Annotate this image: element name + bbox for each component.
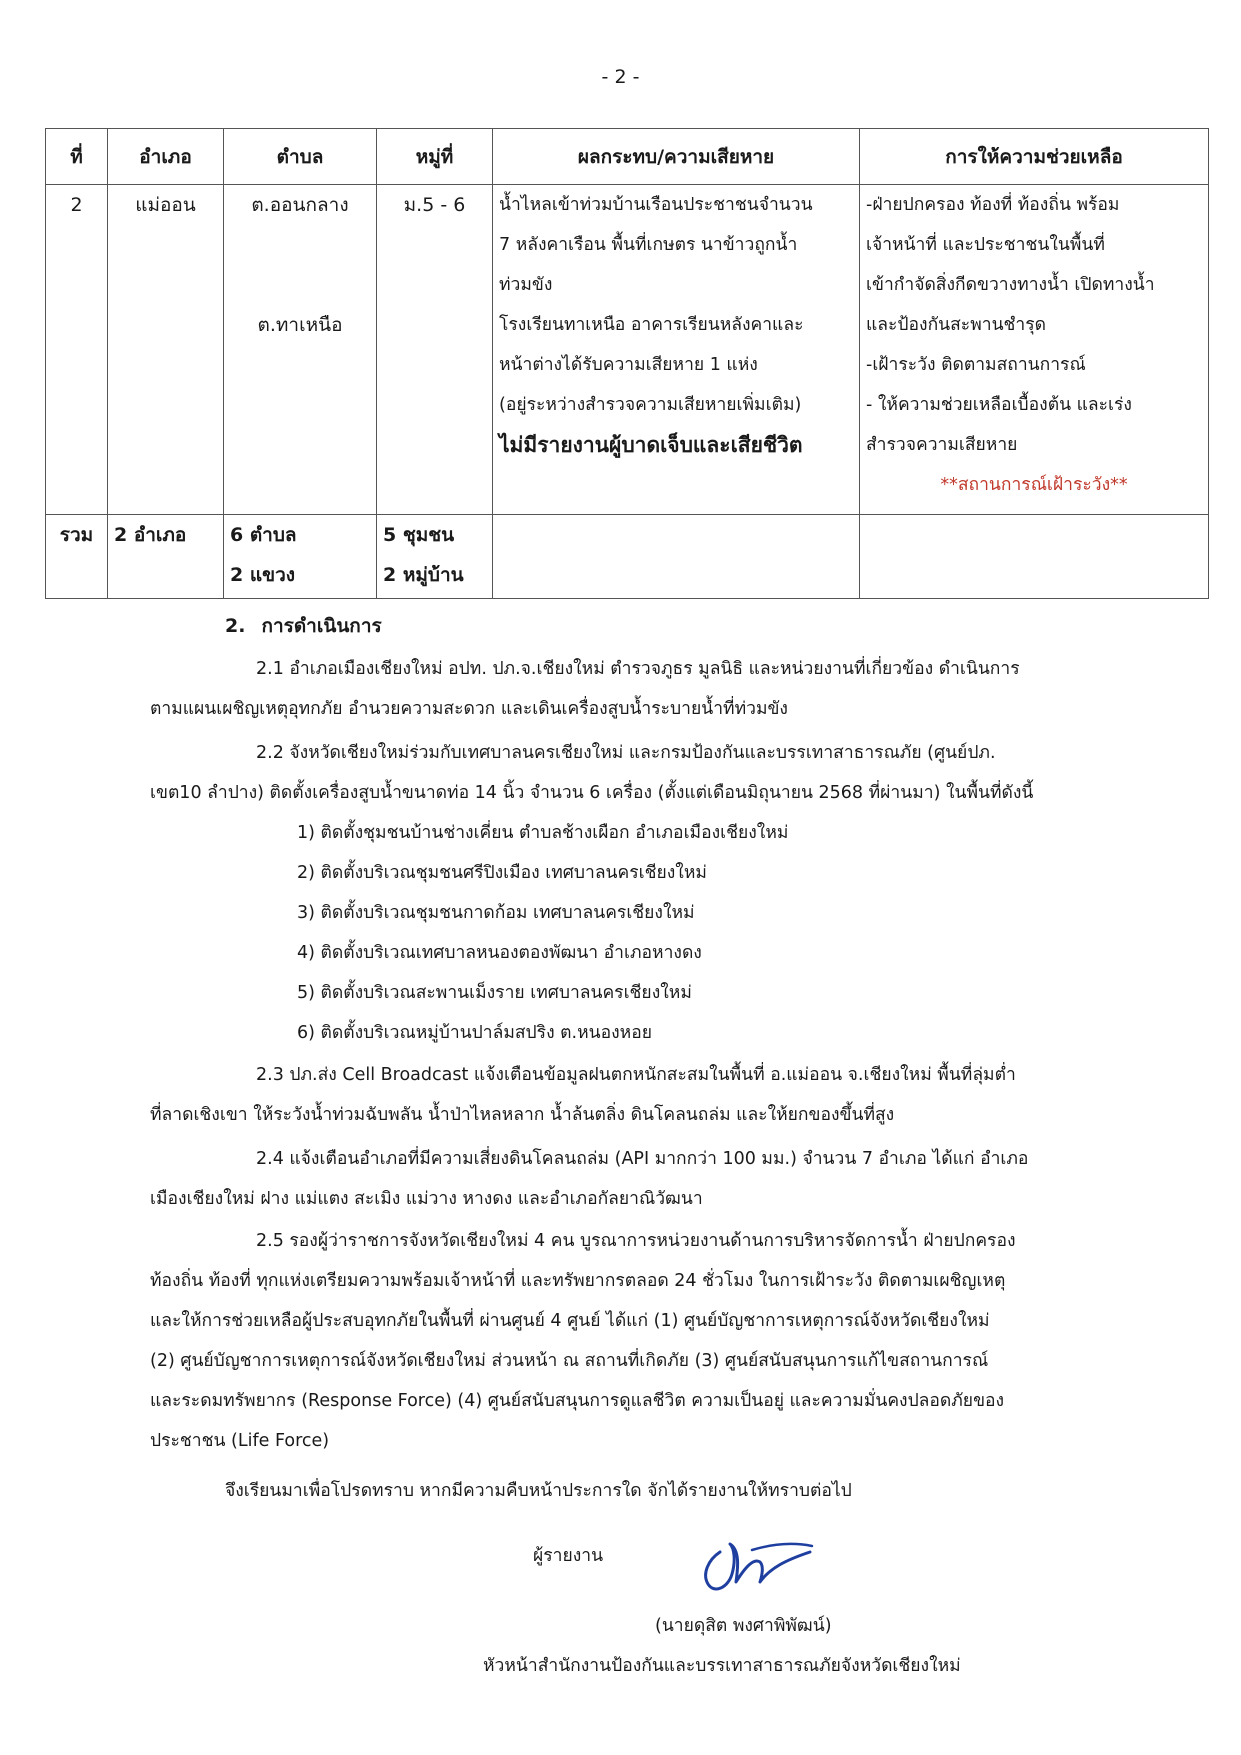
page-number: - 2 - xyxy=(601,66,640,88)
total-khwaeng: 2 แขวง xyxy=(230,564,296,586)
no-casualty-note: ไม่มีรายงานผู้บาดเจ็บและเสียชีวิต xyxy=(499,433,803,457)
table-total-row xyxy=(46,515,1209,599)
subdistrict-onklang: ต.ออนกลาง xyxy=(251,194,349,216)
subdistrict-thanuea: ต.ทาเหนือ xyxy=(257,314,343,336)
list-item: 1) ติดตั้งชุมชนบ้านช่างเคี่ยน ตำบลช้างเผือก อำเภอเมืองเชียงใหม่ xyxy=(297,823,789,843)
assistance-line: -เฝ้าระวัง ติดตามสถานการณ์ xyxy=(866,355,1086,375)
paragraph-line: 2.2 จังหวัดเชียงใหม่ร่วมกับเทศบาลนครเชียงใหม่ และกรมป้องกันและบรรเทาสาธารณภัย (ศูนย์ปภ. xyxy=(256,743,996,763)
total-villages xyxy=(377,515,493,599)
row-assistance xyxy=(860,185,1209,515)
assistance-line: สำรวจความเสียหาย xyxy=(866,435,1018,455)
impact-line: หน้าต่างได้รับความเสียหาย 1 แห่ง xyxy=(499,355,758,375)
row-subdistricts xyxy=(224,185,377,515)
reporter-position: หัวหน้าสำนักงานป้องกันและบรรเทาสาธารณภัยจังหวัดเชียงใหม่ xyxy=(483,1656,961,1676)
paragraph-line: เมืองเชียงใหม่ ฝาง แม่แตง สะเมิง แม่วาง หางดง และอำเภอกัลยาณิวัฒนา xyxy=(150,1189,703,1209)
reporter-name: (นายดุสิต พงศาพิพัฒน์) xyxy=(655,1616,832,1636)
paragraph-line: 2.1 อำเภอเมืองเชียงใหม่ อปท. ปภ.จ.เชียงใหม่ ตำรวจภูธร มูลนิธิ และหน่วยงานที่เกี่ยวข้อง ดำเนินการ xyxy=(256,659,1020,679)
total-impact-empty xyxy=(493,515,860,599)
assistance-line: และป้องกันสะพานชำรุด xyxy=(866,315,1046,335)
total-districts: 2 อำเภอ xyxy=(108,515,224,599)
list-item: 6) ติดตั้งบริเวณหมู่บ้านปาล์มสปริง ต.หนองหอย xyxy=(297,1023,652,1043)
total-label: รวม xyxy=(46,515,108,599)
paragraph-line: ประชาชน (Life Force) xyxy=(150,1431,330,1451)
table-row xyxy=(46,185,1209,515)
incident-table xyxy=(45,128,1209,599)
paragraph-line: ท้องถิ่น ท้องที่ ทุกแห่งเตรียมความพร้อมเจ้าหน้าที่ และทรัพยากรตลอด 24 ชั่วโมง ในการเฝ้าระวัง ติดตามเผชิญเหตุ xyxy=(150,1271,1006,1291)
paragraph-line: เขต10 ลำปาง) ติดตั้งเครื่องสูบน้ำขนาดท่อ 14 นิ้ว จำนวน 6 เครื่อง (ตั้งแต่เดือนมิถุนายน 2568 ที่ผ่านมา) ในพื้นที่ดังนี้ xyxy=(150,783,1034,803)
closing-statement: จึงเรียนมาเพื่อโปรดทราบ หากมีความคืบหน้าประการใด จักได้รายงานให้ทราบต่อไป xyxy=(225,1481,852,1501)
impact-line: น้ำไหลเข้าท่วมบ้านเรือนประชาชนจำนวน xyxy=(499,195,813,215)
paragraph-line: 2.5 รองผู้ว่าราชการจังหวัดเชียงใหม่ 4 คน บูรณาการหน่วยงานด้านการบริหารจัดการน้ำ ฝ่ายปกครอง xyxy=(256,1231,1016,1251)
situation-warning: **สถานการณ์เฝ้าระวัง** xyxy=(940,475,1128,495)
paragraph-line: (2) ศูนย์บัญชาการเหตุการณ์จังหวัดเชียงใหม่ ส่วนหน้า ณ สถานที่เกิดภัย (3) ศูนย์สนับสนุนการแก้ไขสถานการณ์ xyxy=(150,1351,989,1371)
paragraph-line: และระดมทรัพยากร (Response Force) (4) ศูนย์สนับสนุนการดูแลชีวิต ความเป็นอยู่ และความมั่นคงปลอดภัยของ xyxy=(150,1391,1005,1411)
row-no: 2 xyxy=(46,185,108,515)
total-subdistricts xyxy=(224,515,377,599)
assistance-line: - ให้ความช่วยเหลือเบื้องต้น และเร่ง xyxy=(866,395,1132,415)
list-item: 5) ติดตั้งบริเวณสะพานเม็งราย เทศบาลนครเชียงใหม่ xyxy=(297,983,692,1003)
total-communities: 5 ชุมชน xyxy=(383,524,455,546)
impact-line: 7 หลังคาเรือน พื้นที่เกษตร นาข้าวถูกน้ำ xyxy=(499,235,798,255)
header-no: ที่ xyxy=(46,129,108,185)
header-assistance: การให้ความช่วยเหลือ xyxy=(860,129,1209,185)
total-assistance-empty xyxy=(860,515,1209,599)
section-heading xyxy=(225,611,398,641)
row-impact xyxy=(493,185,860,515)
header-impact: ผลกระทบ/ความเสียหาย xyxy=(493,129,860,185)
assistance-line: เจ้าหน้าที่ และประชาชนในพื้นที่ xyxy=(866,235,1105,255)
row-village: ม.5 - 6 xyxy=(377,185,493,515)
section-title: การดำเนินการ xyxy=(261,615,382,637)
list-item: 2) ติดตั้งบริเวณชุมชนศรีปิงเมือง เทศบาลนครเชียงใหม่ xyxy=(297,863,707,883)
header-district: อำเภอ xyxy=(108,129,224,185)
list-item: 4) ติดตั้งบริเวณเทศบาลหนองตองพัฒนา อำเภอหางดง xyxy=(297,943,702,963)
impact-line: (อยู่ระหว่างสำรวจความเสียหายเพิ่มเติม) xyxy=(499,395,802,415)
paragraph-line: ตามแผนเผชิญเหตุอุทกภัย อำนวยความสะดวก และเดินเครื่องสูบน้ำระบายน้ำที่ท่วมขัง xyxy=(150,699,788,719)
list-item: 3) ติดตั้งบริเวณชุมชนกาดก้อม เทศบาลนครเชียงใหม่ xyxy=(297,903,695,923)
impact-line: โรงเรียนทาเหนือ อาคารเรียนหลังคาและ xyxy=(499,315,804,335)
paragraph-line: และให้การช่วยเหลือผู้ประสบอุทกภัยในพื้นที่ ผ่านศูนย์ 4 ศูนย์ ได้แก่ (1) ศูนย์บัญชาการเหตุการณ์จังหวัดเชียงใหม่ xyxy=(150,1311,990,1331)
table-header-row xyxy=(46,129,1209,185)
assistance-line: เข้ากำจัดสิ่งกีดขวางทางน้ำ เปิดทางน้ำ xyxy=(866,275,1155,295)
assistance-line: -ฝ่ายปกครอง ท้องที่ ท้องถิ่น พร้อม xyxy=(866,195,1120,215)
signature-icon xyxy=(690,1522,820,1597)
paragraph-line: 2.4 แจ้งเตือนอำเภอที่มีความเสี่ยงดินโคลนถล่ม (API มากกว่า 100 มม.) จำนวน 7 อำเภอ ได้แก่ อำเภอ xyxy=(256,1149,1029,1169)
reporter-label: ผู้รายงาน xyxy=(533,1546,604,1566)
impact-line: ท่วมขัง xyxy=(499,275,553,295)
paragraph-line: ที่ลาดเชิงเขา ให้ระวังน้ำท่วมฉับพลัน น้ำป่าไหลหลาก น้ำล้นตลิ่ง ดินโคลนถล่ม และให้ยกของขึ้นที่สูง xyxy=(150,1105,895,1125)
section-number: 2. xyxy=(225,615,246,637)
total-tambon: 6 ตำบล xyxy=(230,524,297,546)
total-moo: 2 หมู่บ้าน xyxy=(383,564,464,586)
header-subdistrict: ตำบล xyxy=(224,129,377,185)
row-district: แม่ออน xyxy=(108,185,224,515)
paragraph-line: 2.3 ปภ.ส่ง Cell Broadcast แจ้งเตือนข้อมูลฝนตกหนักสะสมในพื้นที่ อ.แม่ออน จ.เชียงใหม่ พื้นที่ลุ่มต่ำ xyxy=(256,1065,1016,1085)
header-village: หมู่ที่ xyxy=(377,129,493,185)
